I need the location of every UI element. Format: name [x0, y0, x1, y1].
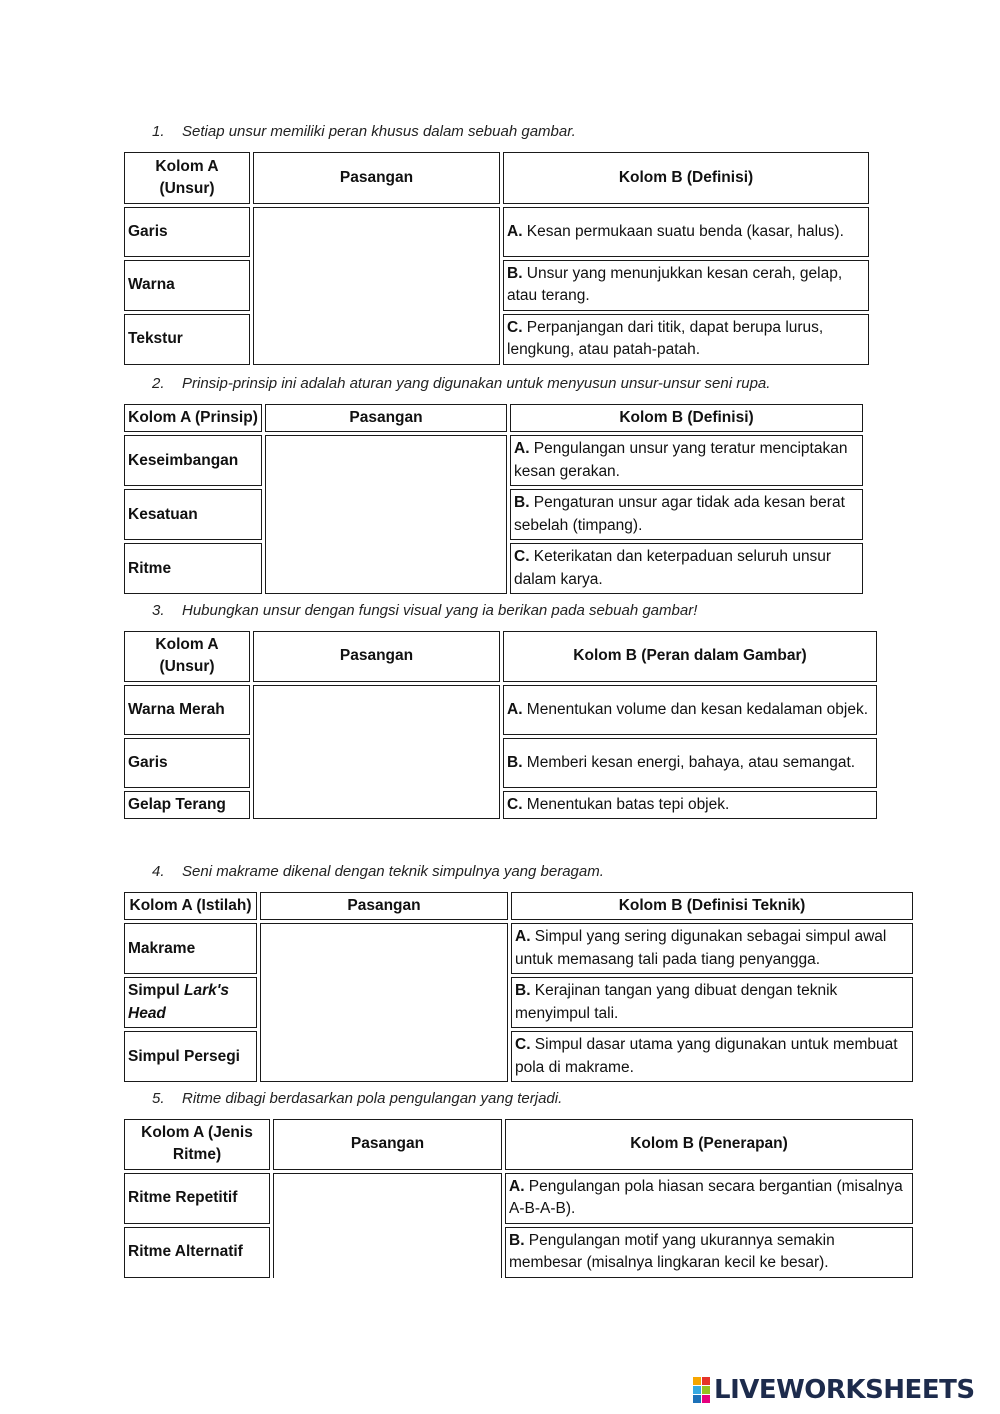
- option-text: Menentukan volume dan kesan kedalaman objek.: [522, 700, 869, 718]
- column-a-item: Ritme Repetitif: [124, 1173, 270, 1224]
- option-text: Simpul yang sering digunakan sebagai simpul awal untuk memasang tali pada tiang penyangga.: [515, 928, 887, 968]
- header-column-a: Kolom A (Unsur): [124, 631, 250, 682]
- column-b-item: [511, 977, 913, 1028]
- logo-square: [702, 1386, 710, 1394]
- column-b-item: [505, 1173, 913, 1224]
- header-column-b: Kolom B (Peran dalam Gambar): [503, 631, 877, 682]
- logo-square: [693, 1377, 701, 1385]
- column-b-item: [510, 435, 863, 486]
- column-a-item: [124, 977, 257, 1028]
- header-column-b: Kolom B (Definisi Teknik): [511, 892, 913, 920]
- pair-drop-zone[interactable]: [253, 207, 500, 365]
- column-a-item: Warna Merah: [124, 685, 250, 735]
- pair-drop-zone[interactable]: [273, 1173, 502, 1278]
- logo-square: [693, 1395, 701, 1403]
- column-a-item: Simpul Persegi: [124, 1031, 257, 1082]
- option-key: B.: [514, 494, 530, 512]
- matching-table-1: [121, 149, 872, 368]
- header-pair: Pasangan: [253, 631, 500, 682]
- pair-drop-zone[interactable]: [265, 435, 507, 594]
- question-number: 3.: [152, 602, 165, 619]
- column-a-prefix: Simpul: [128, 982, 184, 1000]
- column-a-item: Warna: [124, 260, 250, 311]
- header-pair: Pasangan: [253, 152, 500, 204]
- pair-drop-zone[interactable]: [253, 685, 500, 819]
- question-number: 5.: [152, 1090, 165, 1107]
- column-a-item: Garis: [124, 738, 250, 788]
- option-key: C.: [514, 548, 530, 566]
- header-pair: Pasangan: [273, 1119, 502, 1170]
- matching-table-3: [121, 628, 880, 822]
- option-text: Menentukan batas tepi objek.: [522, 795, 730, 813]
- column-b-item: [503, 791, 877, 819]
- column-a-item: Ritme: [124, 543, 262, 594]
- question-number: 1.: [152, 123, 165, 140]
- question-instruction: Prinsip-prinsip ini adalah aturan yang digunakan untuk menyusun unsur-unsur seni rupa.: [182, 375, 771, 392]
- column-b-item: [505, 1227, 913, 1278]
- header-column-a: Kolom A (Prinsip): [124, 404, 262, 432]
- question-number: 2.: [152, 375, 165, 392]
- logo-mark-icon: [693, 1377, 710, 1403]
- option-text: Keterikatan dan keterpaduan seluruh unsur dalam karya.: [514, 548, 832, 588]
- option-key: A.: [515, 928, 531, 946]
- option-text: Memberi kesan energi, bahaya, atau semangat.: [522, 753, 856, 771]
- header-column-a: Kolom A (Jenis Ritme): [124, 1119, 270, 1170]
- question-2: [152, 375, 770, 392]
- logo-square: [693, 1386, 701, 1394]
- option-text: Unsur yang menunjukkan kesan cerah, gelap, atau terang.: [507, 265, 843, 305]
- option-key: A.: [514, 440, 530, 458]
- option-key: B.: [515, 982, 531, 1000]
- option-key: C.: [515, 1036, 531, 1054]
- option-text: Perpanjangan dari titik, dapat berupa lurus, lengkung, atau patah-patah.: [507, 318, 824, 359]
- header-column-b: Kolom B (Definisi): [510, 404, 863, 432]
- column-b-item: [503, 685, 877, 735]
- logo-square: [702, 1395, 710, 1403]
- question-3: [152, 602, 697, 619]
- option-key: A.: [507, 222, 523, 240]
- option-key: B.: [509, 1231, 525, 1249]
- logo-text: LIVEWORKSHEETS: [714, 1375, 975, 1405]
- header-column-b: Kolom B (Definisi): [503, 152, 869, 204]
- option-text: Pengulangan pola hiasan secara bergantian (misalnya A-B-A-B).: [509, 1177, 903, 1218]
- column-a-item: Garis: [124, 207, 250, 257]
- column-a-item: Makrame: [124, 923, 257, 974]
- header-column-a: Kolom A (Istilah): [124, 892, 257, 920]
- column-b-item: [503, 207, 869, 257]
- option-text: Pengulangan unsur yang teratur menciptakan kesan gerakan.: [514, 440, 848, 480]
- question-1: [152, 123, 576, 140]
- header-pair: Pasangan: [260, 892, 508, 920]
- option-key: A.: [509, 1177, 525, 1195]
- column-a-item: Keseimbangan: [124, 435, 262, 486]
- matching-table-4: [121, 889, 916, 1085]
- option-key: C.: [507, 318, 523, 336]
- question-instruction: Setiap unsur memiliki peran khusus dalam sebuah gambar.: [182, 123, 576, 140]
- option-text: Pengulangan motif yang ukurannya semakin membesar (misalnya lingkaran kecil ke besar).: [509, 1231, 835, 1272]
- column-a-italic-term: Lark's Head: [128, 982, 230, 1022]
- option-key: A.: [507, 700, 523, 718]
- column-b-item: [510, 543, 863, 594]
- liveworksheets-logo: [693, 1376, 975, 1404]
- matching-table-2: [121, 401, 866, 597]
- option-key: C.: [507, 795, 523, 813]
- option-text: Pengaturan unsur agar tidak ada kesan berat sebelah (timpang).: [514, 494, 845, 534]
- column-a-item: Tekstur: [124, 314, 250, 365]
- option-key: B.: [507, 753, 523, 771]
- question-number: 4.: [152, 863, 165, 880]
- matching-table-5: [121, 1116, 916, 1281]
- column-b-item: [503, 260, 869, 311]
- pair-drop-zone[interactable]: [260, 923, 508, 1082]
- option-text: Kerajinan tangan yang dibuat dengan teknik menyimpul tali.: [515, 982, 838, 1022]
- column-b-item: [503, 314, 869, 365]
- question-4: [152, 863, 604, 880]
- column-a-item: Ritme Alternatif: [124, 1227, 270, 1278]
- question-instruction: Ritme dibagi berdasarkan pola pengulangan yang terjadi.: [182, 1090, 563, 1107]
- header-column-a: Kolom A (Unsur): [124, 152, 250, 204]
- header-pair: Pasangan: [265, 404, 507, 432]
- column-a-item: Gelap Terang: [124, 791, 250, 819]
- column-a-item: Kesatuan: [124, 489, 262, 540]
- question-instruction: Seni makrame dikenal dengan teknik simpulnya yang beragam.: [182, 863, 604, 880]
- option-key: B.: [507, 265, 523, 282]
- question-instruction: Hubungkan unsur dengan fungsi visual yang ia berikan pada sebuah gambar!: [182, 602, 698, 619]
- column-b-item: [503, 738, 877, 788]
- header-column-b: Kolom B (Penerapan): [505, 1119, 913, 1170]
- column-b-item: [511, 923, 913, 974]
- column-b-item: [510, 489, 863, 540]
- question-5: [152, 1090, 562, 1107]
- logo-square: [702, 1377, 710, 1385]
- option-text: Simpul dasar utama yang digunakan untuk membuat pola di makrame.: [515, 1036, 898, 1076]
- column-b-item: [511, 1031, 913, 1082]
- option-text: Kesan permukaan suatu benda (kasar, halus).: [522, 222, 844, 240]
